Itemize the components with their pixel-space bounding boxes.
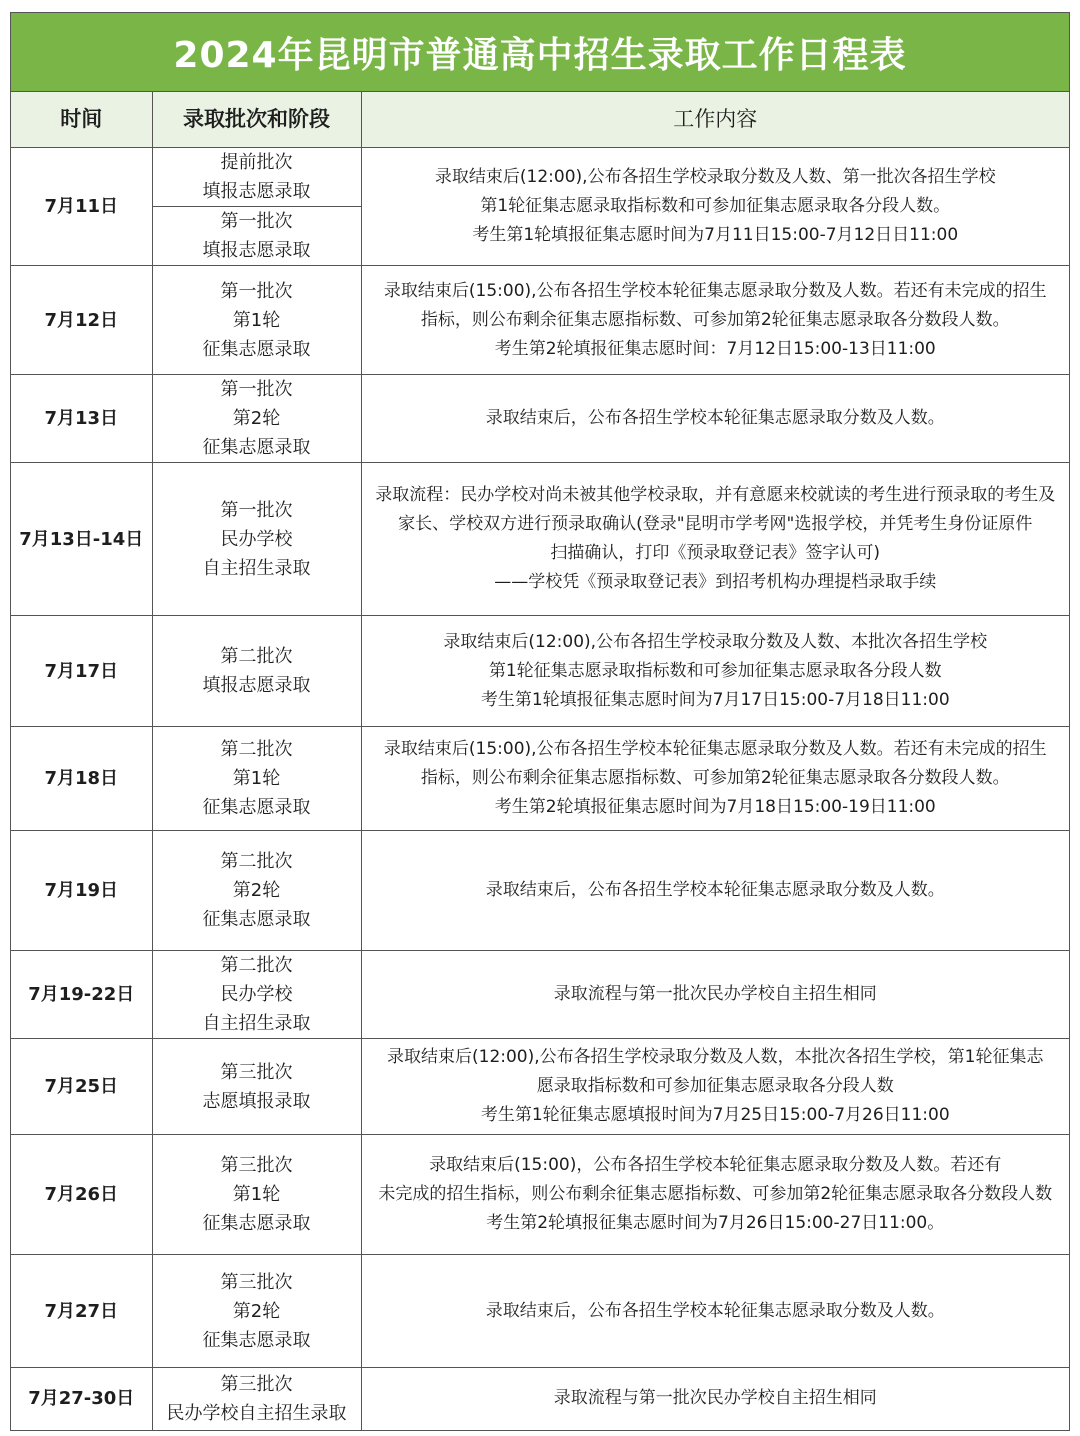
date-cell: 7月25日 bbox=[11, 1039, 152, 1135]
stage-line: 征集志愿录取 bbox=[202, 797, 311, 818]
date-cell: 7月19日 bbox=[11, 831, 152, 951]
stage-cell bbox=[152, 266, 361, 375]
table-row bbox=[11, 463, 1069, 616]
content-cell bbox=[361, 463, 1069, 616]
stage-line: 第一批次 bbox=[220, 280, 293, 302]
content-line: 录取流程与第一批次民办学校自主招生相同 bbox=[553, 984, 877, 1004]
stage-line: 征集志愿录取 bbox=[202, 909, 311, 930]
stage-line: 第三批次 bbox=[220, 1061, 293, 1083]
content-line: 录取结束后(15:00)，公布各招生学校本轮征集志愿录取分数及人数。若还有 bbox=[429, 1155, 1002, 1175]
content-cell bbox=[361, 1135, 1069, 1255]
content-line: 考生第1轮征集志愿填报时间为7月25日15:00-7月26日11:00 bbox=[480, 1105, 950, 1125]
content-line: 录取流程与第一批次民办学校自主招生相同 bbox=[553, 1388, 877, 1409]
stage-cell bbox=[152, 1039, 361, 1135]
stage-line: 第2轮 bbox=[232, 1300, 281, 1322]
content-cell bbox=[361, 1039, 1069, 1135]
stage-cell bbox=[152, 148, 361, 207]
schedule-body bbox=[11, 148, 1069, 1430]
stage-line: 第三批次 bbox=[220, 1271, 293, 1293]
content-line: 录取流程：民办学校对尚未被其他学校录取，并有意愿来校就读的考生进行预录取的考生及 bbox=[375, 485, 1056, 505]
stage-line: 填报志愿录取 bbox=[202, 675, 311, 696]
stage-line: 第一批次 bbox=[220, 379, 293, 400]
stage-line: 第1轮 bbox=[232, 309, 281, 331]
table-row bbox=[11, 1368, 1069, 1430]
stage-line: 第1轮 bbox=[232, 1184, 281, 1205]
stage-line: 提前批次 bbox=[220, 152, 293, 173]
schedule-sheet bbox=[10, 12, 1070, 1431]
content-line: 愿录取指标数和可参加征集志愿录取各分段人数 bbox=[536, 1076, 894, 1096]
table-row bbox=[11, 727, 1069, 831]
header-stage: 录取批次和阶段 bbox=[152, 92, 361, 148]
stage-cell bbox=[152, 831, 361, 951]
content-line: 考生第1轮填报征集志愿时间为7月17日15:00-7月18日11:00 bbox=[480, 689, 950, 710]
content-line: 扫描确认，打印《预录取登记表》签字认可) bbox=[550, 543, 881, 563]
content-line: 录取结束后(12:00),公布各招生学校录取分数及人数、第一批次各招生学校 bbox=[434, 167, 996, 187]
stage-line: 第三批次 bbox=[220, 1155, 293, 1176]
date-cell: 7月17日 bbox=[11, 616, 152, 727]
stage-line: 征集志愿录取 bbox=[202, 437, 311, 458]
date-cell: 7月11日 bbox=[11, 148, 152, 266]
stage-line: 第1轮 bbox=[232, 768, 281, 789]
date-cell: 7月19-22日 bbox=[11, 951, 152, 1039]
table-row bbox=[11, 1135, 1069, 1255]
date-cell: 7月27日 bbox=[11, 1255, 152, 1368]
stage-line: 民办学校自主招生录取 bbox=[166, 1402, 347, 1424]
schedule-table bbox=[11, 92, 1069, 1430]
content-line: 录取结束后(15:00),公布各招生学校本轮征集志愿录取分数及人数。若还有未完成的招生 bbox=[383, 280, 1047, 301]
content-line: 指标，则公布剩余征集志愿指标数、可参加第2轮征集志愿录取各分数段人数。 bbox=[420, 768, 1010, 788]
content-cell bbox=[361, 1255, 1069, 1368]
stage-line: 第三批次 bbox=[220, 1373, 293, 1395]
content-line: 指标，则公布剩余征集志愿指标数、可参加第2轮征集志愿录取各分数段人数。 bbox=[420, 309, 1010, 330]
stage-line: 征集志愿录取 bbox=[202, 1329, 311, 1351]
stage-line: 征集志愿录取 bbox=[202, 1213, 311, 1234]
content-line: 录取结束后(15:00),公布各招生学校本轮征集志愿录取分数及人数。若还有未完成的招生 bbox=[383, 739, 1047, 759]
stage-line: 第二批次 bbox=[220, 646, 293, 667]
stage-cell bbox=[152, 1135, 361, 1255]
header-content: 工作内容 bbox=[361, 92, 1069, 148]
stage-line: 征集志愿录取 bbox=[202, 338, 311, 360]
stage-cell bbox=[152, 375, 361, 463]
stage-line: 第一批次 bbox=[220, 211, 293, 232]
stage-line: 自主招生录取 bbox=[202, 557, 311, 579]
content-line: 家长、学校双方进行预录取确认(登录"昆明市学考网"选报学校，并凭考生身份证原件 bbox=[398, 514, 1033, 534]
date-cell: 7月13日 bbox=[11, 375, 152, 463]
stage-cell bbox=[152, 463, 361, 616]
stage-cell bbox=[152, 207, 361, 266]
content-line: 录取结束后，公布各招生学校本轮征集志愿录取分数及人数。 bbox=[485, 1300, 945, 1321]
content-line: 考生第1轮填报征集志愿时间为7月11日15:00-7月12日日11:00 bbox=[472, 225, 959, 245]
content-cell bbox=[361, 831, 1069, 951]
stage-line: 第二批次 bbox=[220, 955, 293, 976]
stage-line: 第2轮 bbox=[232, 408, 281, 429]
stage-line: 志愿填报录取 bbox=[202, 1090, 311, 1112]
stage-cell bbox=[152, 727, 361, 831]
stage-line: 民办学校 bbox=[220, 984, 293, 1005]
date-cell: 7月26日 bbox=[11, 1135, 152, 1255]
content-cell bbox=[361, 616, 1069, 727]
page-title: 2024年昆明市普通高中招生录取工作日程表 bbox=[11, 13, 1069, 92]
date-cell: 7月18日 bbox=[11, 727, 152, 831]
content-line: 录取结束后(12:00),公布各招生学校录取分数及人数，本批次各招生学校，第1轮征集志 bbox=[387, 1047, 1044, 1067]
stage-line: 第二批次 bbox=[220, 851, 293, 872]
table-row bbox=[11, 1255, 1069, 1368]
table-row bbox=[11, 375, 1069, 463]
content-line: 考生第2轮填报征集志愿时间：7月12日15:00-13日11:00 bbox=[494, 338, 936, 359]
content-cell bbox=[361, 148, 1069, 266]
table-row bbox=[11, 1039, 1069, 1135]
content-line: 第1轮征集志愿录取指标数和可参加征集志愿录取各分段人数。 bbox=[480, 196, 951, 216]
stage-line: 第一批次 bbox=[220, 499, 293, 521]
table-row bbox=[11, 148, 1069, 207]
stage-line: 第2轮 bbox=[232, 880, 281, 901]
stage-cell bbox=[152, 1368, 361, 1430]
table-row bbox=[11, 266, 1069, 375]
table-row bbox=[11, 951, 1069, 1039]
stage-line: 填报志愿录取 bbox=[202, 181, 311, 202]
stage-cell bbox=[152, 951, 361, 1039]
content-line: ——学校凭《预录取登记表》到招考机构办理提档录取手续 bbox=[494, 572, 937, 592]
table-row bbox=[11, 616, 1069, 727]
header-row bbox=[11, 92, 1069, 148]
content-line: 考生第2轮填报征集志愿时间为7月26日15:00-27日11:00。 bbox=[486, 1213, 945, 1233]
content-line: 考生第2轮填报征集志愿时间为7月18日15:00-19日11:00 bbox=[494, 797, 936, 817]
content-cell bbox=[361, 375, 1069, 463]
stage-line: 第二批次 bbox=[220, 739, 293, 760]
content-cell bbox=[361, 266, 1069, 375]
content-line: 录取结束后，公布各招生学校本轮征集志愿录取分数及人数。 bbox=[485, 408, 945, 428]
table-row bbox=[11, 831, 1069, 951]
date-cell: 7月12日 bbox=[11, 266, 152, 375]
stage-cell bbox=[152, 616, 361, 727]
header-time: 时间 bbox=[11, 92, 152, 148]
content-line: 录取结束后(12:00),公布各招生学校录取分数及人数、本批次各招生学校 bbox=[443, 631, 988, 652]
content-cell bbox=[361, 727, 1069, 831]
content-cell bbox=[361, 951, 1069, 1039]
date-cell: 7月13日-14日 bbox=[11, 463, 152, 616]
content-line: 录取结束后，公布各招生学校本轮征集志愿录取分数及人数。 bbox=[485, 880, 945, 900]
content-line: 第1轮征集志愿录取指标数和可参加征集志愿录取各分段人数 bbox=[488, 660, 942, 681]
stage-line: 民办学校 bbox=[220, 528, 293, 550]
stage-line: 自主招生录取 bbox=[202, 1013, 311, 1034]
content-cell bbox=[361, 1368, 1069, 1430]
stage-line: 填报志愿录取 bbox=[202, 240, 311, 261]
stage-cell bbox=[152, 1255, 361, 1368]
content-line: 未完成的招生指标，则公布剩余征集志愿指标数、可参加第2轮征集志愿录取各分数段人数 bbox=[378, 1184, 1053, 1204]
date-cell: 7月27-30日 bbox=[11, 1368, 152, 1430]
